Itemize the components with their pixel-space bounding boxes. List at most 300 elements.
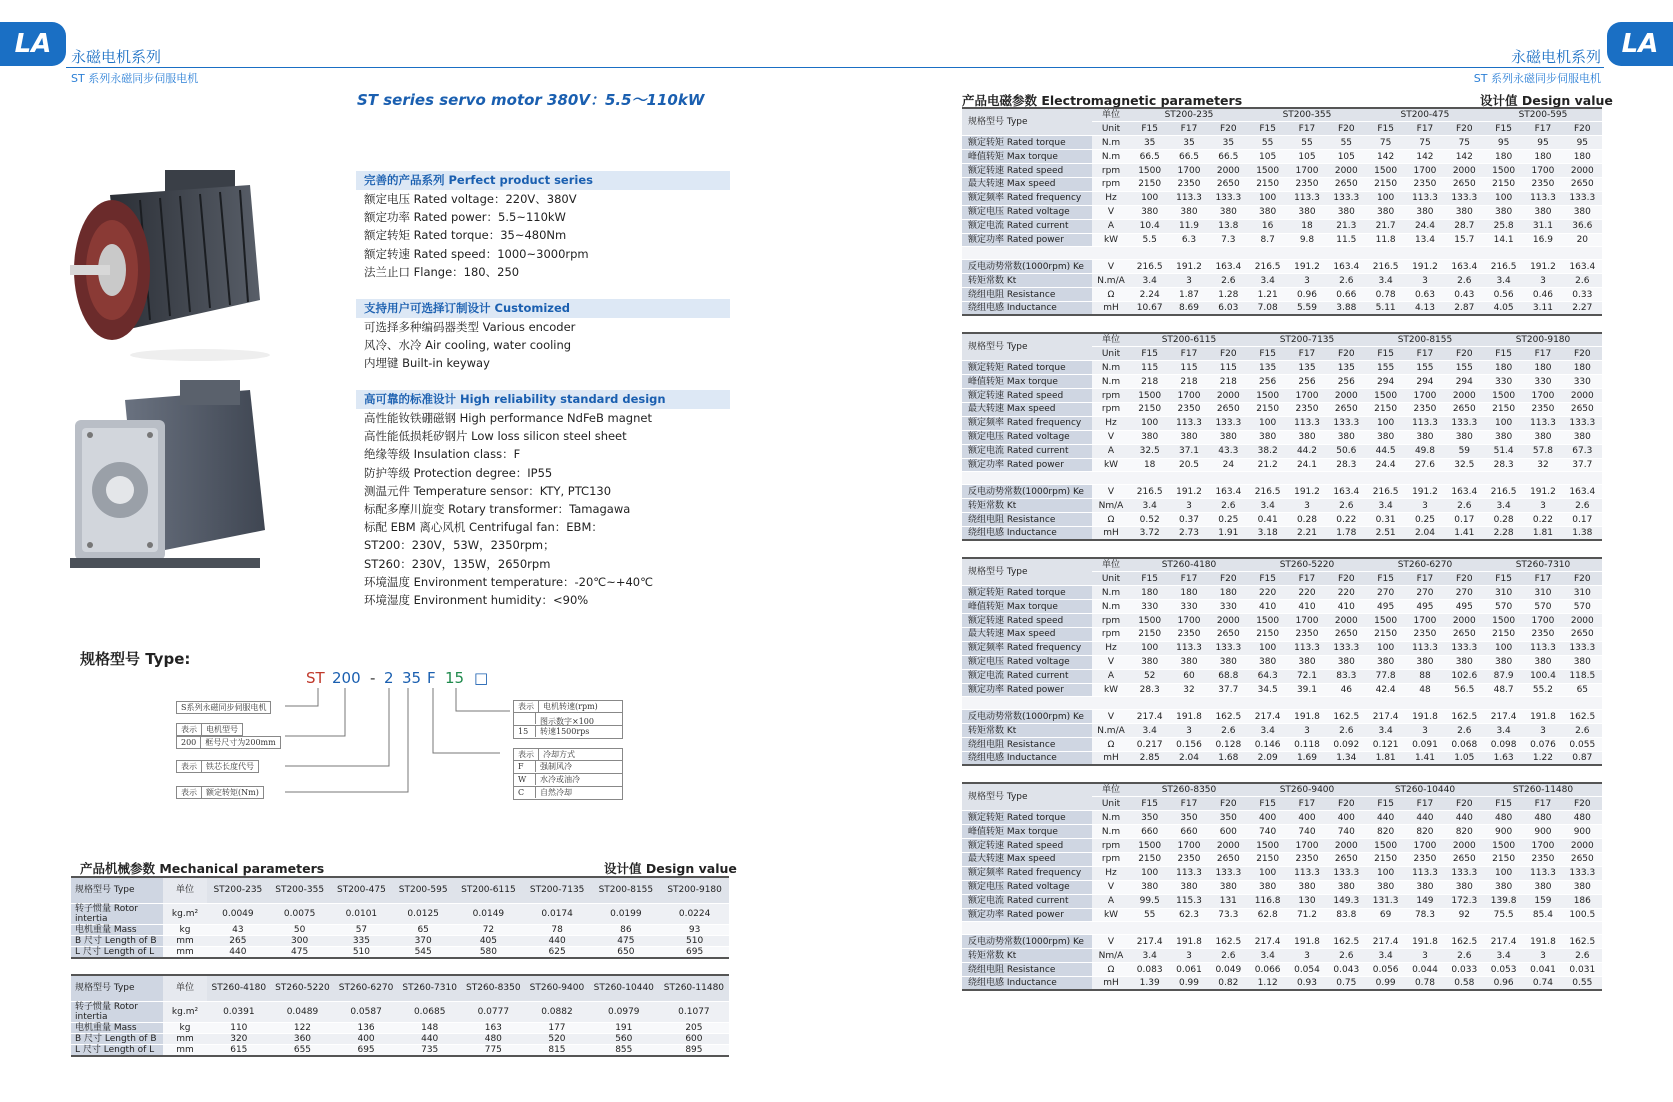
table-cell: 2350 (1287, 852, 1326, 866)
table-cell: 0.041 (1523, 963, 1562, 977)
table-cell: 37.7 (1563, 458, 1602, 472)
table-cell: 580 (454, 946, 523, 958)
variant-header: F20 (1209, 572, 1248, 586)
table-cell: 16.9 (1523, 233, 1562, 247)
table-cell: 133.3 (1327, 416, 1366, 430)
legend-key: 表示 (514, 749, 539, 760)
table-cell: 2150 (1484, 852, 1523, 866)
table-row (962, 527, 1602, 541)
table-cell: 100 (1484, 191, 1523, 205)
legend-text: 水冷或油冷 (540, 775, 580, 784)
table-cell: 510 (660, 935, 729, 946)
row-unit: kg (163, 1022, 207, 1033)
unit-label: 单位 (1092, 558, 1130, 572)
table-cell: 440 (398, 1033, 462, 1044)
logo-text: LA (1621, 29, 1659, 59)
table-row (962, 361, 1602, 375)
table-cell: 400 (1248, 811, 1287, 825)
row-label: 额定电压 Rated voltage (962, 205, 1092, 219)
legend-key: 表示 (177, 724, 202, 735)
header-title-left: 永磁电机系列 (71, 48, 162, 66)
table-cell: 820 (1366, 825, 1405, 839)
unit-label-en: Unit (1092, 797, 1130, 811)
table-cell: 43.3 (1209, 444, 1248, 458)
table-cell: 28.7 (1445, 219, 1484, 233)
table-cell: 3.4 (1248, 499, 1287, 513)
spec-line: 高性能低损耗矽钢片 Low loss silicon steel sheet (364, 429, 627, 444)
row-label: 峰值转矩 Max torque (962, 375, 1092, 389)
spec-line: 法兰止口 Flange：180、250 (364, 264, 520, 279)
variant-header: F20 (1445, 347, 1484, 361)
table-cell: 855 (589, 1044, 659, 1056)
variant-header: F20 (1563, 797, 1602, 811)
table-cell: 0.1077 (659, 1001, 729, 1022)
table-cell: 410 (1327, 600, 1366, 614)
table-cell: 25.8 (1484, 219, 1523, 233)
table-cell: 2000 (1209, 164, 1248, 178)
table-cell: 380 (1130, 430, 1169, 444)
table-cell: 2.6 (1209, 274, 1248, 288)
table-cell: 0.58 (1445, 977, 1484, 991)
table-cell: 0.0224 (660, 903, 729, 924)
table-cell: 3.4 (1484, 499, 1523, 513)
table-cell: 735 (398, 1044, 462, 1056)
model-header: ST260-8350 (462, 975, 526, 1001)
unit-label-en: Unit (1092, 347, 1130, 361)
table-row (962, 852, 1602, 866)
table-cell: 0.55 (1563, 977, 1602, 991)
model-header: ST200-355 (269, 877, 331, 903)
table-cell: 1500 (1484, 164, 1523, 178)
unit-label: 单位 (163, 975, 207, 1001)
table-cell: 3.88 (1327, 302, 1366, 316)
table-cell: 3 (1169, 949, 1208, 963)
model-header: ST260-4180 (1130, 558, 1248, 572)
table-cell: 3.4 (1248, 274, 1287, 288)
table-cell: 2.73 (1169, 527, 1208, 541)
row-label: L 尺寸 Length of L (71, 1044, 163, 1056)
spec-line: 高性能钕铁硼磁钢 High performance NdFeB magnet (364, 411, 652, 425)
table-header-row (962, 783, 1602, 797)
table-cell: 1700 (1287, 164, 1326, 178)
table-cell: 410 (1248, 600, 1287, 614)
table-cell: 2.21 (1287, 527, 1326, 541)
model-header: ST200-9180 (660, 877, 729, 903)
table-cell: 0.091 (1405, 738, 1444, 752)
table-row (962, 430, 1602, 444)
table-cell: 0.0587 (334, 1001, 398, 1022)
table-cell: 131 (1209, 894, 1248, 908)
table-cell: 2000 (1445, 614, 1484, 628)
table-cell: 100 (1366, 641, 1405, 655)
row-label: 绕组电阻 Resistance (962, 963, 1092, 977)
table-cell: 16 (1248, 219, 1287, 233)
row-label: 额定功率 Rated power (962, 458, 1092, 472)
table-cell: 5.5 (1130, 233, 1169, 247)
table-cell: 43 (207, 924, 269, 935)
table-row (962, 880, 1602, 894)
table-cell: 310 (1523, 586, 1562, 600)
table-cell: 83.8 (1327, 908, 1366, 922)
table-cell: 14.1 (1484, 233, 1523, 247)
legend-key: F (514, 761, 536, 772)
table-cell: 191.2 (1405, 260, 1444, 274)
table-cell: 405 (454, 935, 523, 946)
table-cell: 0.87 (1563, 752, 1602, 766)
row-label: 峰值转矩 Max torque (962, 150, 1092, 164)
model-header: ST260-7310 (1484, 558, 1602, 572)
table-cell: 2350 (1523, 177, 1562, 191)
table-cell: 95 (1484, 136, 1523, 150)
table-cell: 172.3 (1445, 894, 1484, 908)
table-cell: 2350 (1405, 852, 1444, 866)
table-cell: 133.3 (1445, 641, 1484, 655)
table-cell: 1.39 (1130, 977, 1169, 991)
row-label: 转矩常数 Kt (962, 724, 1092, 738)
table-cell: 2.6 (1445, 274, 1484, 288)
table-cell: 0.083 (1130, 963, 1169, 977)
table-cell: 2150 (1366, 627, 1405, 641)
table-gap-row (962, 922, 1602, 935)
table-cell: 900 (1523, 825, 1562, 839)
unit-label: 单位 (1092, 783, 1130, 797)
row-label: L 尺寸 Length of L (71, 946, 163, 958)
type-legend-torque (176, 786, 264, 799)
table-cell: 0.33 (1563, 288, 1602, 302)
variant-header: F20 (1563, 122, 1602, 136)
table-cell: 27.6 (1405, 458, 1444, 472)
table-cell: 191.8 (1523, 710, 1562, 724)
row-label: 额定频率 Rated frequency (962, 866, 1092, 880)
row-label: 额定频率 Rated frequency (962, 416, 1092, 430)
table-cell: 2650 (1209, 852, 1248, 866)
table-cell: 2.51 (1366, 527, 1405, 541)
header-subtitle-left: ST 系列永磁同步伺服电机 (71, 72, 199, 85)
table-cell: 100 (1366, 191, 1405, 205)
variant-header: F15 (1130, 572, 1169, 586)
row-label: 最大转速 Max speed (962, 402, 1092, 416)
table-cell: 2.24 (1130, 288, 1169, 302)
table-cell: 133.3 (1445, 191, 1484, 205)
table-cell: 740 (1287, 825, 1326, 839)
variant-header: F15 (1366, 122, 1405, 136)
table-cell: 0.0075 (269, 903, 331, 924)
legend-text: 强制风冷 (540, 762, 572, 771)
table-cell: 2000 (1445, 839, 1484, 853)
legend-text: 图示数字×100 (540, 717, 594, 726)
table-cell: 615 (207, 1044, 271, 1056)
table-cell: 87.9 (1484, 669, 1523, 683)
row-label: 额定频率 Rated frequency (962, 191, 1092, 205)
row-label: 额定功率 Rated power (962, 908, 1092, 922)
table-cell: 0.056 (1366, 963, 1405, 977)
motor-photo-st260 (70, 380, 270, 595)
type-label: 规格型号 Type (962, 783, 1092, 811)
table-cell: 400 (1327, 811, 1366, 825)
row-unit: kW (1092, 233, 1130, 247)
row-label: 最大转速 Max speed (962, 852, 1092, 866)
table-cell: 2650 (1563, 852, 1602, 866)
table-cell: 2.6 (1327, 274, 1366, 288)
table-cell: 2000 (1327, 389, 1366, 403)
model-header: ST260-8350 (1130, 783, 1248, 797)
page-subtitle: ST series servo motor 380V：5.5～110kW (357, 91, 705, 109)
feature-section-customized (356, 299, 730, 373)
table-cell: 163.4 (1445, 260, 1484, 274)
table-cell: 2650 (1327, 627, 1366, 641)
row-label: 额定转速 Rated speed (962, 389, 1092, 403)
row-label: 绕组电阻 Resistance (962, 288, 1092, 302)
table-cell: 155 (1366, 361, 1405, 375)
table-cell: 44.2 (1287, 444, 1326, 458)
row-unit: kW (1092, 683, 1130, 697)
row-unit: mm (163, 1044, 207, 1056)
table-cell: 2350 (1287, 627, 1326, 641)
table-cell: 1500 (1248, 164, 1287, 178)
table-row (962, 458, 1602, 472)
table-cell: 2650 (1327, 852, 1366, 866)
table-cell: 11.5 (1327, 233, 1366, 247)
type-legend-core (176, 760, 259, 773)
unit-label: 单位 (1092, 108, 1130, 122)
table-cell: 1700 (1523, 614, 1562, 628)
row-label: B 尺寸 Length of B (71, 935, 163, 946)
table-cell: 113.3 (1523, 641, 1562, 655)
table-cell: 177 (525, 1022, 589, 1033)
mech-table-st200 (71, 876, 729, 959)
table-cell: 2.6 (1563, 499, 1602, 513)
table-cell: 2.6 (1445, 949, 1484, 963)
table-cell: 2150 (1484, 402, 1523, 416)
table-cell: 3 (1523, 274, 1562, 288)
table-cell: 191.8 (1287, 935, 1326, 949)
legend-text: 额定转矩(Nm) (206, 788, 259, 797)
row-label: 电机重量 Mass (71, 1022, 163, 1033)
table-cell: 20.5 (1169, 458, 1208, 472)
row-unit: N.m (1092, 150, 1130, 164)
section-heading: 完善的产品系列 Perfect product series (356, 171, 730, 190)
table-row (962, 977, 1602, 991)
table-row (71, 1001, 729, 1022)
variant-header: F15 (1484, 347, 1523, 361)
row-label: 反电动势常数(1000rpm) Ke (962, 710, 1092, 724)
table-row (962, 136, 1602, 150)
code-part-speed: 15 (445, 669, 465, 687)
model-header: ST200-475 (1366, 108, 1484, 122)
table-cell: 55.2 (1523, 683, 1562, 697)
table-cell: 0.75 (1327, 977, 1366, 991)
table-cell: 57.8 (1523, 444, 1562, 458)
table-cell: 38.2 (1248, 444, 1287, 458)
code-part-core: 2 (384, 669, 394, 687)
table-cell: 2350 (1169, 177, 1208, 191)
table-cell: 2150 (1248, 177, 1287, 191)
variant-header: F15 (1366, 572, 1405, 586)
table-cell: 11.8 (1366, 233, 1405, 247)
table-cell: 28.3 (1484, 458, 1523, 472)
row-label: 额定转矩 Rated torque (962, 136, 1092, 150)
table-cell: 105 (1248, 150, 1287, 164)
row-label: 峰值转矩 Max torque (962, 600, 1092, 614)
table-cell: 520 (525, 1033, 589, 1044)
table-cell: 113.3 (1169, 641, 1208, 655)
table-cell: 83.3 (1327, 669, 1366, 683)
table-cell: 72 (454, 924, 523, 935)
table-cell: 400 (334, 1033, 398, 1044)
table-cell: 216.5 (1248, 260, 1287, 274)
table-cell: 320 (207, 1033, 271, 1044)
variant-header: F20 (1327, 347, 1366, 361)
table-cell: 0.37 (1169, 513, 1208, 527)
table-cell: 48 (1405, 683, 1444, 697)
table-cell: 3 (1287, 499, 1326, 513)
table-cell: 1.41 (1405, 752, 1444, 766)
model-header: ST200-595 (392, 877, 454, 903)
variant-header: F17 (1169, 572, 1208, 586)
variant-header: F17 (1405, 347, 1444, 361)
table-cell: 191.8 (1405, 710, 1444, 724)
brand-logo-right (1607, 22, 1673, 66)
variant-header: F17 (1287, 347, 1326, 361)
table-cell: 380 (1523, 205, 1562, 219)
variant-header: F17 (1169, 797, 1208, 811)
table-cell: 2350 (1169, 402, 1208, 416)
table-cell: 0.043 (1327, 963, 1366, 977)
table-cell: 0.0685 (398, 1001, 462, 1022)
table-cell: 0.121 (1366, 738, 1405, 752)
table-cell: 1700 (1169, 839, 1208, 853)
table-cell: 1700 (1169, 614, 1208, 628)
table-cell: 0.74 (1523, 977, 1562, 991)
table-cell: 149 (1405, 894, 1444, 908)
table-cell: 1500 (1248, 614, 1287, 628)
table-cell: 3.4 (1366, 499, 1405, 513)
table-cell: 3.4 (1130, 274, 1169, 288)
legend-row (513, 774, 623, 787)
table-cell: 2650 (1445, 402, 1484, 416)
variant-header: F20 (1563, 572, 1602, 586)
row-unit: kg.m² (163, 903, 207, 924)
table-cell: 330 (1563, 375, 1602, 389)
legend-text: 框号尺寸为200mm (205, 738, 276, 747)
variant-header: F20 (1209, 347, 1248, 361)
table-cell: 380 (1327, 880, 1366, 894)
table-cell: 191.2 (1169, 485, 1208, 499)
table-cell: 2.28 (1484, 527, 1523, 541)
table-cell: 256 (1287, 375, 1326, 389)
header-subtitle-right: ST 系列永磁同步伺服电机 (1473, 72, 1601, 85)
table-cell: 380 (1327, 205, 1366, 219)
table-cell: 1500 (1366, 614, 1405, 628)
table-cell: 3 (1405, 499, 1444, 513)
table-cell: 24.1 (1287, 458, 1326, 472)
table-cell: 330 (1130, 600, 1169, 614)
type-legend-cooling (513, 748, 623, 800)
table-cell: 400 (1287, 811, 1326, 825)
row-unit: N.m/A (1092, 274, 1130, 288)
table-row (962, 219, 1602, 233)
table-cell: 100 (1130, 641, 1169, 655)
table-cell: 0.17 (1563, 513, 1602, 527)
row-unit: Nm/A (1092, 499, 1130, 513)
table-header-row (962, 558, 1602, 572)
table-cell: 100 (1248, 641, 1287, 655)
table-cell: 191.8 (1169, 710, 1208, 724)
table-cell: 380 (1523, 880, 1562, 894)
model-header: ST200-355 (1248, 108, 1366, 122)
type-label: 规格型号 Type (962, 558, 1092, 586)
model-header: ST200-7135 (1248, 333, 1366, 347)
table-cell: 66.5 (1209, 150, 1248, 164)
table-cell: 68.8 (1209, 669, 1248, 683)
table-cell: 650 (592, 946, 661, 958)
table-cell: 1.87 (1169, 288, 1208, 302)
table-cell: 480 (462, 1033, 526, 1044)
table-cell: 2000 (1209, 839, 1248, 853)
table-cell: 270 (1366, 586, 1405, 600)
table-cell: 0.049 (1209, 963, 1248, 977)
row-label: 额定电流 Rated current (962, 669, 1092, 683)
table-cell: 64.3 (1248, 669, 1287, 683)
table-cell: 95 (1563, 136, 1602, 150)
table-cell: 59 (1445, 444, 1484, 458)
table-cell: 380 (1484, 430, 1523, 444)
table-cell: 0.033 (1445, 963, 1484, 977)
gap-cell (962, 247, 1602, 260)
table-cell: 13.4 (1405, 233, 1444, 247)
spec-line: 环境湿度 Environment humidity：<90% (364, 592, 589, 607)
table-cell: 380 (1248, 655, 1287, 669)
table-cell: 220 (1287, 586, 1326, 600)
table-cell: 560 (589, 1033, 659, 1044)
table-cell: 1500 (1130, 164, 1169, 178)
table-cell: 186 (1563, 894, 1602, 908)
table-cell: 625 (523, 946, 592, 958)
code-part-frame: 200 (332, 669, 361, 687)
table-cell: 380 (1169, 655, 1208, 669)
table-row (962, 389, 1602, 403)
table-cell: 8.69 (1169, 302, 1208, 316)
table-cell: 15.7 (1445, 233, 1484, 247)
table-cell: 0.068 (1445, 738, 1484, 752)
table-cell: 0.99 (1366, 977, 1405, 991)
brand-logo-left (0, 22, 66, 66)
table-cell: 4.05 (1484, 302, 1523, 316)
table-cell: 660 (1169, 825, 1208, 839)
table-cell: 218 (1130, 375, 1169, 389)
table-cell: 2000 (1445, 164, 1484, 178)
table-cell: 440 (1445, 811, 1484, 825)
table-cell: 66.5 (1130, 150, 1169, 164)
table-cell: 350 (1209, 811, 1248, 825)
table-cell: 0.0049 (207, 903, 269, 924)
table-cell: 2.04 (1405, 527, 1444, 541)
table-cell: 75 (1405, 136, 1444, 150)
row-unit: Ω (1092, 738, 1130, 752)
table-cell: 162.5 (1209, 935, 1248, 949)
table-cell: 35 (1130, 136, 1169, 150)
row-unit: kg (163, 924, 207, 935)
table-cell: 3 (1405, 274, 1444, 288)
model-header: ST260-5220 (1248, 558, 1366, 572)
table-cell: 2650 (1445, 627, 1484, 641)
table-cell: 695 (660, 946, 729, 958)
table-cell: 270 (1445, 586, 1484, 600)
table-cell: 133.3 (1209, 191, 1248, 205)
table-cell: 380 (1209, 430, 1248, 444)
table-cell: 191.8 (1169, 935, 1208, 949)
table-row (71, 924, 729, 935)
